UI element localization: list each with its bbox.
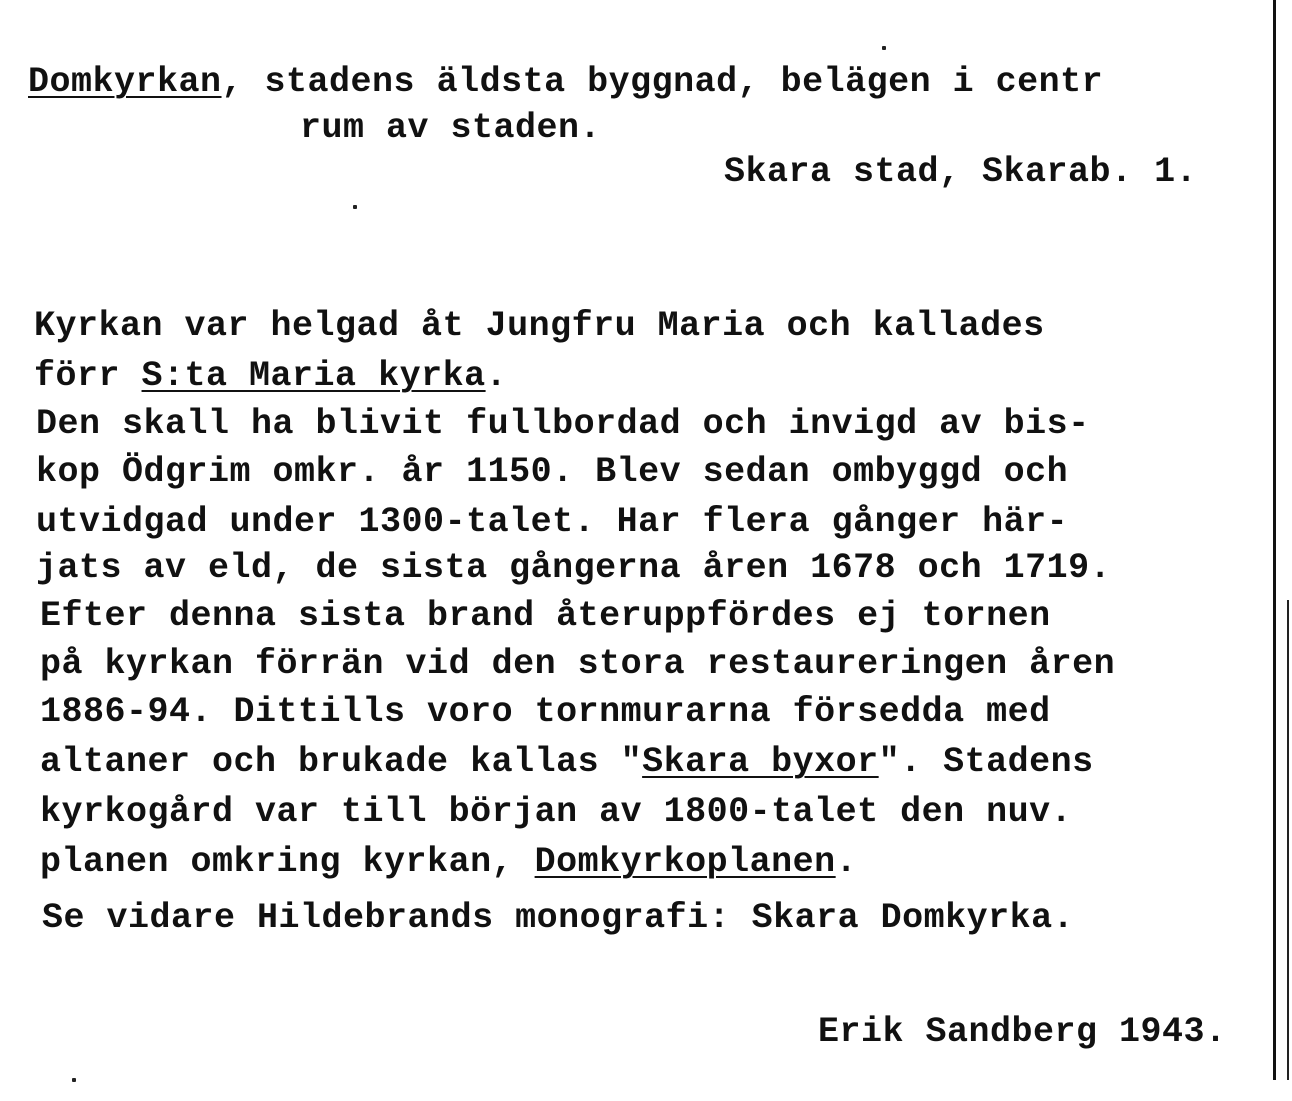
ink-speck <box>72 1078 76 1082</box>
skara-byxor-link: Skara byxor <box>642 742 879 782</box>
body-line: utvidgad under 1300-talet. Har flera gånger här- <box>36 502 1069 542</box>
body-line: planen omkring kyrkan, Domkyrkoplanen. <box>40 842 858 882</box>
card-edge-line-outer <box>1287 600 1289 1080</box>
body-line: förr S:ta Maria kyrka. <box>34 356 508 396</box>
header-line-2: rum av staden. <box>300 108 602 148</box>
body-line: 1886-94. Dittills voro tornmurarna försedda med <box>40 692 1051 732</box>
body-line: kop Ödgrim omkr. år 1150. Blev sedan ombyggd och <box>36 452 1069 492</box>
signature: Erik Sandberg 1943. <box>818 1012 1227 1052</box>
body-line: på kyrkan förrän vid den stora restaureringen åren <box>40 644 1116 684</box>
body-line: Efter denna sista brand återuppfördes ej tornen <box>40 596 1051 636</box>
body-line: kyrkogård var till början av 1800-talet den nuv. <box>40 792 1073 832</box>
church-name-link: S:ta Maria kyrka <box>141 356 486 396</box>
body-line: Kyrkan var helgad åt Jungfru Maria och kallades <box>34 306 1045 346</box>
card-edge-line <box>1273 0 1276 1080</box>
header-line-1 <box>28 62 1103 102</box>
body-line: Se vidare Hildebrands monografi: Skara Domkyrka. <box>42 898 1075 938</box>
ink-speck <box>353 205 357 209</box>
header-title: Domkyrkan <box>28 62 222 102</box>
ink-speck <box>882 46 886 50</box>
header-description: , stadens äldsta byggnad, belägen i centr <box>221 62 1104 102</box>
body-line: jats av eld, de sista gångerna åren 1678 och 1719. <box>36 548 1112 588</box>
body-line: Den skall ha blivit fullbordad och invigd av bis- <box>36 404 1090 444</box>
body-line: altaner och brukade kallas "Skara byxor". Stadens <box>40 742 1094 782</box>
location-label: Skara stad, Skarab. 1. <box>724 152 1198 192</box>
domkyrkoplanen-link: Domkyrkoplanen <box>534 842 836 882</box>
